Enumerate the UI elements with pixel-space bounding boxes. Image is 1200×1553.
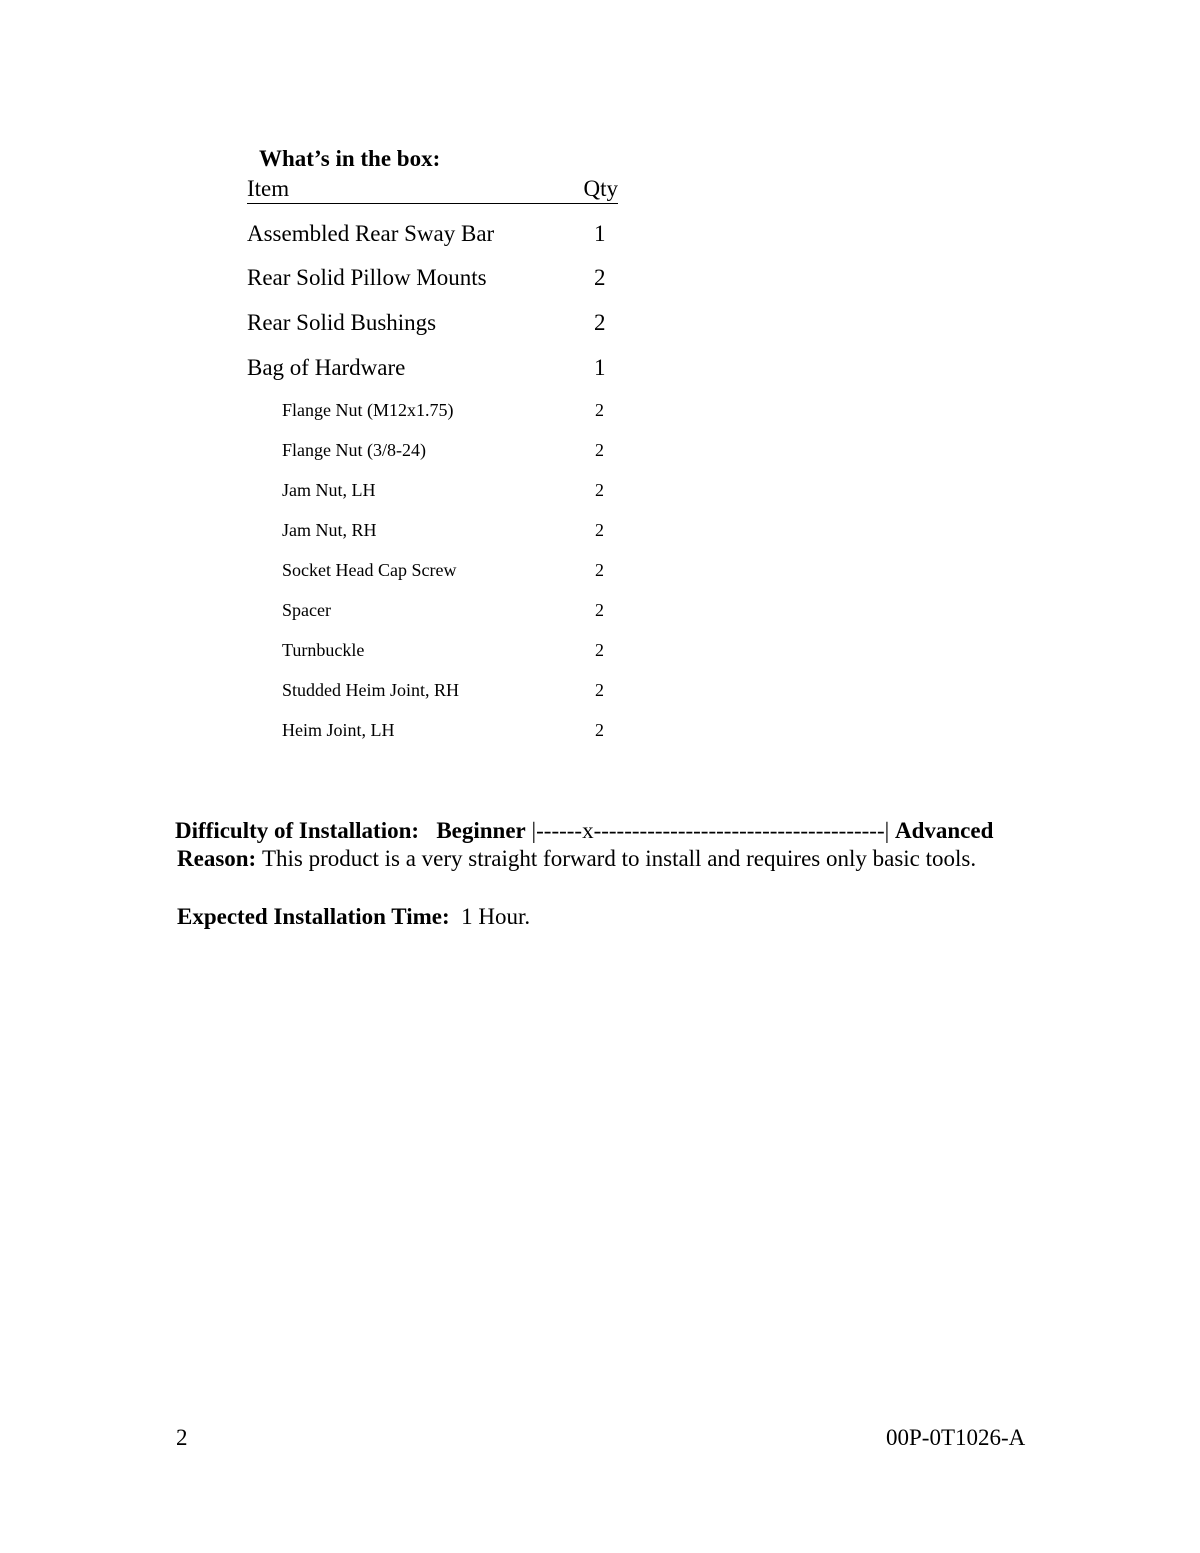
qty-column-header: Qty xyxy=(583,176,618,201)
table-row xyxy=(247,221,618,251)
hardware-row xyxy=(282,600,618,624)
hardware-qty: 2 xyxy=(595,520,604,540)
hardware-qty: 2 xyxy=(595,400,604,420)
item-qty: 2 xyxy=(594,310,606,335)
hardware-name: Jam Nut, LH xyxy=(282,480,376,500)
item-column-header: Item xyxy=(247,176,290,201)
difficulty-scale xyxy=(175,818,993,844)
hardware-name: Heim Joint, LH xyxy=(282,720,395,740)
table-row xyxy=(247,310,618,340)
hardware-name: Socket Head Cap Screw xyxy=(282,560,457,580)
hardware-qty: 2 xyxy=(595,560,604,580)
hardware-qty: 2 xyxy=(595,720,604,740)
hardware-qty: 2 xyxy=(595,680,604,700)
hardware-name: Jam Nut, RH xyxy=(282,520,377,540)
expected-time-label: Expected Installation Time: xyxy=(177,904,450,929)
expected-time-line xyxy=(177,904,530,930)
item-qty: 1 xyxy=(594,221,606,246)
hardware-row xyxy=(282,520,618,544)
expected-time-value: 1 Hour. xyxy=(461,904,531,929)
item-name: Rear Solid Pillow Mounts xyxy=(247,265,487,290)
item-name: Assembled Rear Sway Bar xyxy=(247,221,495,246)
item-qty: 2 xyxy=(594,265,606,290)
table-row xyxy=(247,265,618,295)
items-table-header xyxy=(247,176,618,204)
document-code: 00P-0T1026-A xyxy=(886,1425,1026,1450)
hardware-qty: 2 xyxy=(595,640,604,660)
hardware-qty: 2 xyxy=(595,440,604,460)
hardware-name: Flange Nut (3/8-24) xyxy=(282,440,426,460)
difficulty-scale-bar: |------x--------------------------------------| xyxy=(531,818,890,843)
hardware-row xyxy=(282,680,618,704)
hardware-qty: 2 xyxy=(595,480,604,500)
hardware-row xyxy=(282,480,618,504)
page-number: 2 xyxy=(176,1425,188,1450)
box-contents-title: What’s in the box: xyxy=(259,146,441,171)
hardware-row xyxy=(282,440,618,464)
hardware-name: Studded Heim Joint, RH xyxy=(282,680,460,700)
hardware-qty: 2 xyxy=(595,600,604,620)
reason-line xyxy=(177,846,976,872)
item-name: Bag of Hardware xyxy=(247,355,406,380)
hardware-row xyxy=(282,560,618,584)
difficulty-label: Difficulty of Installation: xyxy=(175,818,420,843)
reason-text: This product is a very straight forward to install and requires only basic tools. xyxy=(261,846,977,871)
hardware-name: Spacer xyxy=(282,600,331,620)
item-name: Rear Solid Bushings xyxy=(247,310,437,335)
hardware-name: Turnbuckle xyxy=(282,640,365,660)
hardware-name: Flange Nut (M12x1.75) xyxy=(282,400,454,420)
difficulty-high-label: Advanced xyxy=(894,818,994,843)
item-qty: 1 xyxy=(594,355,606,380)
hardware-row xyxy=(282,400,618,424)
table-row xyxy=(247,355,618,385)
hardware-row xyxy=(282,640,618,664)
difficulty-low-label: Beginner xyxy=(436,818,526,843)
hardware-row xyxy=(282,720,618,744)
reason-label: Reason: xyxy=(177,846,257,871)
